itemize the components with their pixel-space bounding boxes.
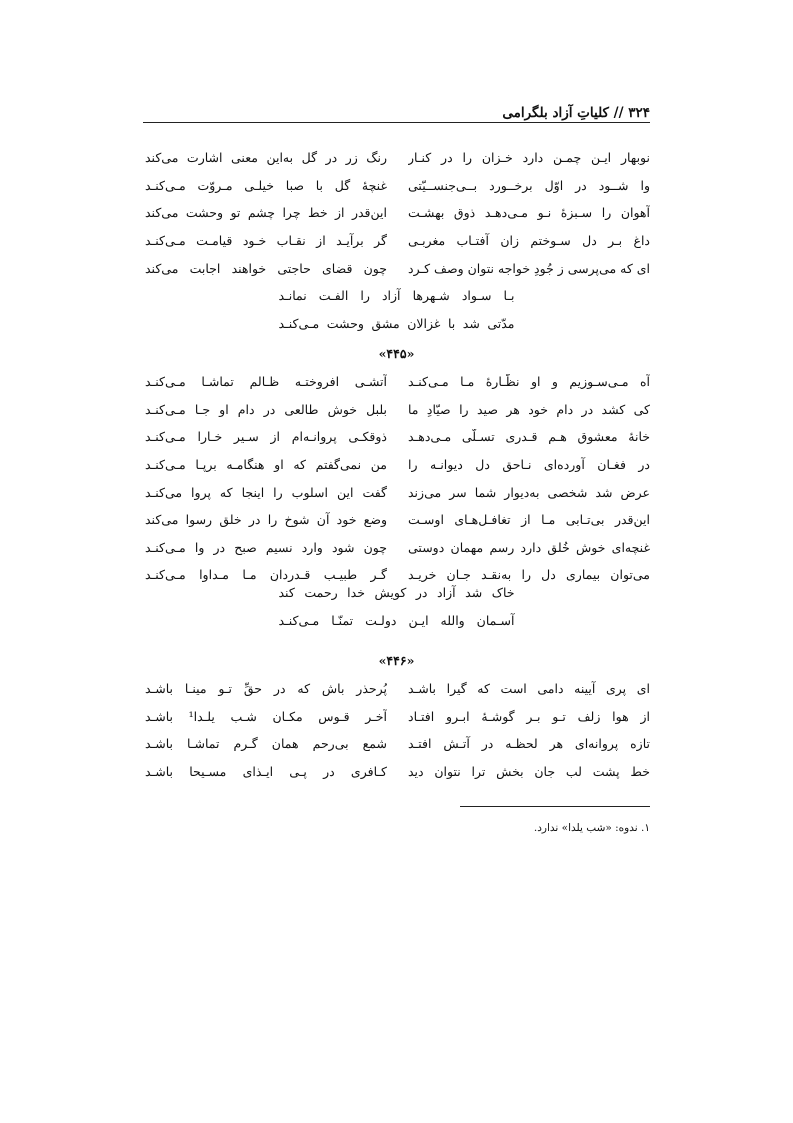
closing-hemistich-first: خاک شد آزاد در کویش خدا رحمت کند (278, 585, 515, 601)
couplet (145, 172, 650, 200)
hemistich-first: وا شــود در اوّل برخــورد بــی‌جنســیّتی (408, 177, 650, 193)
hemistich-first: داغ بـر دل سـوختم زان آفتـاب مغربـی (408, 233, 650, 249)
couplet (145, 534, 650, 562)
hemistich-second: آتشـی افروختـه ظـالم تماشـا مـی‌کنـد (145, 374, 387, 390)
hemistich-first: آهوان را سـبزهٔ نـو مـی‌دهـد ذوق بهشـت (408, 205, 650, 221)
hemistich-second: رنگ زر در گل به‌این معنی اشارت می‌کند (145, 150, 387, 166)
closing-hemistich-first: بـا سـواد شـهرها آزاد را الفـت نمانـد (278, 288, 515, 304)
hemistich-first: خانهٔ معشوق هـم قـدری تسـلّی مـی‌دهـد (408, 429, 650, 445)
hemistich-first: ای پری آیینه دامی است که گیرا باشـد (408, 681, 650, 697)
couplet (145, 703, 650, 731)
hemistich-first: ای که می‌پرسی ز جُودِ خواجه نتوان وصف کـرد (408, 260, 650, 276)
hemistich-second: چون قضای حاجتی خواهند اجابت می‌کند (145, 260, 387, 276)
poem-number: «۴۴۵» (378, 346, 415, 361)
hemistich-second: پُرحذر باش که در حقِّ تـو مینـا باشـد (145, 681, 387, 697)
couplet (145, 396, 650, 424)
hemistich-first: آه مـی‌سـوزیم و او نظّـارهٔ مـا مـی‌کنـد (408, 374, 650, 390)
hemistich-first: خط پشت لب جان بخش ترا نتوان دید (408, 764, 650, 780)
hemistich-first: از هوا زلف تـو بـر گوشـهٔ ابـرو افتـاد (408, 708, 650, 724)
couplet (145, 227, 650, 255)
poem-number: «۴۴۶» (378, 653, 415, 668)
couplet (145, 675, 650, 703)
hemistich-second: کـافری در پـی ایـذای مسـیحا باشـد (145, 764, 387, 780)
hemistich-second: گـر طبیـب قـدردانِ مـا مـداوا مـی‌کنـد (145, 567, 387, 583)
couplet (145, 758, 650, 786)
hemistich-first: غنچه‌ای خوش خُلق دارد رسم مهمان دوستی (408, 539, 650, 555)
poem-446-couplets (145, 675, 650, 785)
poem-1-closing-couplet (143, 282, 650, 337)
footnote: ۱. ندوه: «شب یلدا» ندارد. (533, 822, 650, 834)
hemistich-second: وضع خود آن شوخ را در خلق رسوا می‌کند (145, 512, 387, 528)
closing-hemistich-second: مدّتی شد با غزالان مشق وحشت مـی‌کنـد (278, 315, 515, 331)
header-divider (143, 122, 650, 123)
hemistich-first: این‌قدر بی‌تـابی مـا از تغافـل‌هـای اوسـت (408, 512, 650, 528)
hemistich-second: من نمی‌گفتم که او هنگامـه برپـا مـی‌کنـد (145, 457, 387, 473)
hemistich-second: این‌قدر از خط چرا چشم تو وحشت می‌کند (145, 205, 387, 221)
couplet (145, 144, 650, 172)
page-title: ۳۲۴ // کلیاتِ آزاد بلگرامی (502, 105, 650, 121)
couplet (145, 199, 650, 227)
couplet (145, 423, 650, 451)
hemistich-second: گفت این اسلوب را اینجا که پروا می‌کنـد (145, 484, 387, 500)
footnote-divider (460, 806, 650, 807)
poem-445-couplets (145, 368, 650, 589)
hemistich-second: شمع بی‌رحم همان گـرم تماشـا باشـد (145, 736, 387, 752)
hemistich-second: آخـر قـوس مکـان شـب یلـدا¹ باشـد (145, 708, 387, 724)
hemistich-first: تازه پروانه‌ای هر لحظـه در آتـش افتـد (408, 736, 650, 752)
hemistich-first: می‌توان بیماریِ دل را به‌نقـد جـان خریـد (408, 567, 650, 583)
poem-445-closing-couplet (143, 579, 650, 634)
hemistich-second: ذوقکـی پروانـه‌ام از سـیر خـارا مـی‌کنـد (145, 429, 387, 445)
hemistich-second: بلبل خوش طالعی در دام او جـا مـی‌کنـد (145, 401, 387, 417)
running-header (143, 92, 650, 122)
hemistich-first: در فغـان آورده‌ای نـاحق دل دیوانـه را (408, 457, 650, 473)
couplet (145, 451, 650, 479)
closing-hemistich-second: آسـمان والله ایـن دولـت تمنّـا مـی‌کنـد (278, 612, 515, 628)
hemistich-first: کی کشد در دام خود هر صید را صیّادِ ما (408, 401, 650, 417)
hemistich-second: گر برآیـد از نقـاب خـود قیامـت مـی‌کنـد (145, 233, 387, 249)
couplet (145, 254, 650, 282)
hemistich-first: نوبهار ایـن چمـن دارد خـزان را در کنـار (408, 150, 650, 166)
hemistich-first: عرض شد شخصی به‌دیوار شما سر می‌زند (408, 484, 650, 500)
couplet (145, 730, 650, 758)
couplet (145, 478, 650, 506)
hemistich-second: غنچهٔ گل با صبا خیلـی مـروّت مـی‌کنـد (145, 177, 387, 193)
hemistich-second: چون شود وارد نسیم صبح در وا مـی‌کنـد (145, 539, 387, 555)
couplet (145, 506, 650, 534)
couplet (145, 368, 650, 396)
poem-1-couplets (145, 144, 650, 282)
